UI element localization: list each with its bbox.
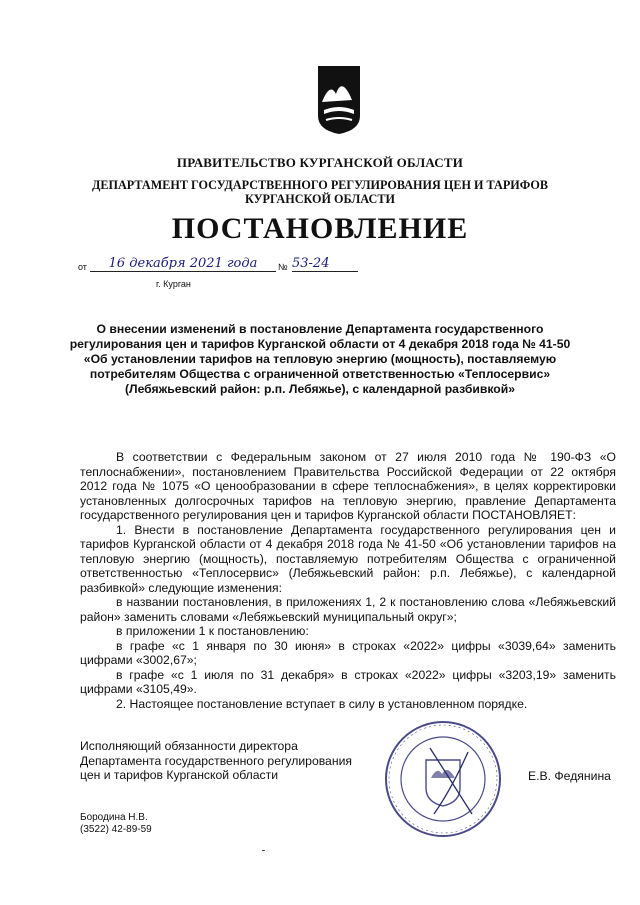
intro-paragraph: В соответствии с Федеральным законом от 27 июля 2010 года № 190-ФЗ «О теплоснабжении», постановлением Правительства Российской Федерации от 22 октября 2012 года № 1075 «О ценообразовании в сфере теплоснабжения», в целях корректировки установленных долгосрочных тарифов на тепловую энергию, правление Департамента государственного регулирования цен и тарифов Курганской области ПОСТАНОВЛЯЕТ: [80,450,616,522]
department-name: ДЕПАРТАМЕНТ ГОСУДАРСТВЕННОГО РЕГУЛИРОВАНИЯ ЦЕН И ТАРИФОВ КУРГАНСКОЙ ОБЛАСТИ [92,178,548,206]
item-1a: в названии постановления, в приложениях 1, 2 к постановлению слова «Лебяжьевский район» заменить словами «Лебяжьевский муниципальный округ»; [80,595,616,624]
city: г. Курган [156,279,191,289]
item-2: 2. Настоящее постановление вступает в силу в установленном порядке. [116,696,528,711]
item-1d: в графе «с 1 июля по 31 декабря» в строках «2022» цифры «3203,19» заменить цифрами «3105,49». [80,667,616,696]
item-1: 1. Внести в постановление Департамента государственного регулирования цен и тарифов Курганской области от 4 декабря 2018 года № 41-50 «Об установлении тарифов на тепловую энергию (мощность), поставляемую потребителям Общества с ограниченной ответственностью «Теплосервис» (Лебяжьевский район: р.п. Лебяжье), с календарной разбивкой» следующие изменения: [80,522,616,595]
document-type: ПОСТАНОВЛЕНИЕ [171,212,469,245]
official-seal-icon [382,718,504,840]
date-prefix: от [78,262,87,272]
item-1b: в приложении 1 к постановлению: [116,624,309,638]
scan-mark [262,850,265,851]
executor-phone: (3522) 42-89-59 [80,824,152,835]
item-1c: в графе «с 1 января по 30 июня» в строках «2022» цифры «3039,64» заменить цифрами «3002,67»; [80,638,616,667]
signatory-name: Е.В. Федянина [528,769,611,783]
number-prefix: № [278,262,288,272]
signatory-position: Исполняющий обязанности директора Департамента государственного регулирования цен и тарифов Курганской области [80,739,352,782]
number-value: 53-24 [292,256,358,272]
executor-name: Бородина Н.В. [80,812,148,823]
date-value: 16 декабря 2021 года [90,256,276,272]
document-body [80,450,616,711]
executor-info [80,812,152,836]
date-line [78,256,378,276]
coat-of-arms-icon [316,64,362,136]
org-name: ПРАВИТЕЛЬСТВО КУРГАНСКОЙ ОБЛАСТИ [176,155,464,170]
document-title: О внесении изменений в постановление Департамента государственного регулирования цен и тарифов Курганской области от 4 декабря 2018 года № 41-50 «Об установлении тарифов на тепловую энергию (мощность), поставляемую потребителям Общества с ограниченной ответственностью «Теплосервис» (Лебяжьевский район: р.п. Лебяжье), с календарной разбивкой» [69,322,571,396]
